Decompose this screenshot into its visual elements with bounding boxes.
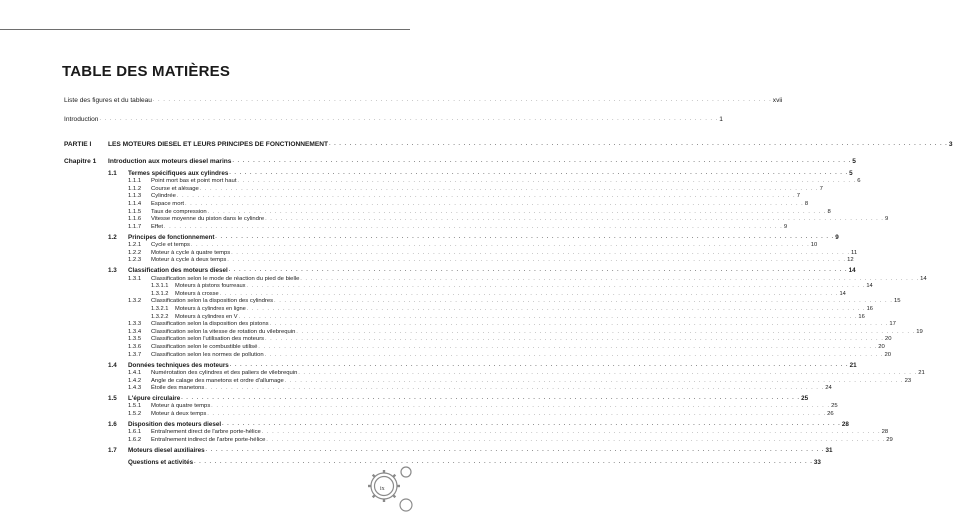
toc-section (128, 458, 821, 467)
entry-label: Moteurs diesel auxiliaires (128, 447, 205, 454)
entry-page: 33 (813, 458, 821, 466)
page-title: TABLE DES MATIÈRES (62, 63, 231, 80)
entry-number: 1.7 (108, 447, 117, 454)
entry-number: 1.3.4 (128, 328, 142, 335)
entry-number: 1.4.3 (128, 385, 142, 392)
dot-leader: . . . . . . . . . . . . . . . . . . . . . . . . . . . . . . . . . . . . . . . . . . . . . . . . . . . . . . . . . . . . . . . . . . . . . . . . . . . . . . . . . . . . . . . . . . . . . . . . . . . . . . . . . . . . . . . . . . . . . . . . (266, 436, 886, 443)
entry-label: Moteur à deux temps (151, 411, 207, 417)
entry-label: Effet (151, 223, 164, 230)
dot-leader: . . . . . . . . . . . . . . . . . . . . . . . . . . . . . . . . . . . . . . . . . . . . . . . . . . . . . . . . . . . . . . . . . . . . . . . . . . . . . . . . . . . . . . . . . . . . . . . . . . . . . . . . . . . . . . . . . . . . . . . . (237, 178, 857, 185)
entry-label: Moteurs à cylindres en V (175, 313, 238, 320)
toc-subsection (151, 384, 832, 393)
dot-leader: . . . . . . . . . . . . . . . . . . . . . . . . . . . . . . . . . . . . . . . . . . . . . . . . . . . . . . . . . . . . . . . . . . . . . . . . . . . . . . . . . . . . . . . . . . . . . . . . . . . . . . . . . . . . . . . . . . . . . . . . (232, 158, 852, 164)
entry-page: 20 (884, 336, 892, 343)
entry-number: 1.3.5 (128, 336, 142, 343)
entry-label: Moteurs à crosse (175, 290, 219, 297)
dot-leader: . . . . . . . . . . . . . . . . . . . . . . . . . . . . . . . . . . . . . . . . . . . . . . . . . . . . . . . . . . . . . . . . . . . . . . . . . . . . . . . . . . . . . . . . . . . . . . . . . . . . . . . . . . . . . . . . . . . . . . . . (258, 344, 878, 350)
entry-page: 16 (858, 313, 865, 320)
entry-page: 31 (825, 447, 833, 454)
dot-leader: . . . . . . . . . . . . . . . . . . . . . . . . . . . . . . . . . . . . . . . . . . . . . . . . . . . . . . . . . . . . . . . . . . . . . . . . . . . . . . . . . . . . . . . . . . . . . . . . . . . . . . . . . . . . . . . . . . . . . . . . (205, 447, 825, 453)
entry-label: Cylindrée (151, 193, 176, 200)
entry-number: 1.3.2 (128, 298, 142, 305)
entry-number: 1.6.1 (128, 429, 142, 436)
entry-label: Course et alésage (151, 185, 199, 192)
entry-label: Classification des moteurs diesel (128, 267, 228, 275)
entry-label: Classification selon la vitesse de rotation du vilebrequin (151, 328, 296, 335)
top-rule (0, 29, 410, 30)
entry-number: 1.1.5 (128, 208, 142, 215)
entry-page: 25 (801, 395, 809, 403)
entry-label: Vitesse moyenne du piston dans le cylindre (151, 216, 265, 223)
entry-label: Cycle et temps (151, 242, 190, 249)
entry-page: 7 (796, 193, 800, 200)
entry-label: Termes spécifiques aux cylindres (128, 170, 229, 177)
toc-chapter (108, 157, 856, 166)
dot-leader: . . . . . . . . . . . . . . . . . . . . . . . . . . . . . . . . . . . . . . . . . . . . . . . . . . . . . . . . . . . . . . . . . . . . . . . . . . . . . . . . . . . . . . . . . . . . . . . . . . . . . . . . . . . . . . . . . . . . . . . . (261, 429, 881, 436)
entry-number: 1.3.2.2 (151, 313, 169, 320)
entry-number: 1.6 (108, 421, 117, 429)
entry-label: Questions et activités (128, 458, 194, 466)
entry-label: Moteur à cycle à deux temps (151, 257, 227, 264)
dot-leader: . . . . . . . . . . . . . . . . . . . . . . . . . . . . . . . . . . . . . . . . . . . . . . . . . . . . . . . . . . . . . . . . . . . . . . . . . . . . . . . . . . . . . . . . . . . . . . . . . . . . . . . . . . . . . . . . . . . . . . . . (194, 458, 813, 465)
dot-leader: . . . . . . . . . . . . . . . . . . . . . . . . . . . . . . . . . . . . . . . . . . . . . . . . . . . . . . . . . . . . . . . . . . . . . . . . . . . . . . . . . . . . . . . . . . . . . . . . . . . . . . . . . . . . . . . . . . . . . . . . (265, 216, 885, 223)
entry-page: 8 (827, 208, 831, 215)
dot-leader: . . . . . . . . . . . . . . . . . . . . . . . . . . . . . . . . . . . . . . . . . . . . . . . . . . . . . . . . . . . . . . . . . . . . . . . . . . . . . . . . . . . . . . . . . . . . . . . . . . . . . . . . . . . . . . . . . . . . . . . . (296, 328, 916, 335)
toc-section (128, 446, 833, 455)
dot-leader: . . . . . . . . . . . . . . . . . . . . . . . . . . . . . . . . . . . . . . . . . . . . . . . . . . . . . . . . . . . . . . . . . . . . . . . . . . . . . . . . . . . . . . . . . . . . . . . . . . . . . . . . . . . . . . . . . . . . . . . . (164, 223, 783, 230)
entry-page: 17 (889, 321, 896, 328)
entry-page: 20 (878, 344, 885, 350)
dot-leader: . . . . . . . . . . . . . . . . . . . . . . . . . . . . . . . . . . . . . . . . . . . . . . . . . . . . . . . . . . . . . . . . . . . . . . . . . . . . . . . . . . . . . . . . . . . . . . . . . . . . . . . . . . . . . . . . . . . . . . . . (229, 170, 849, 176)
entry-label: Classification selon l'utilisation des moteurs (151, 336, 265, 343)
entry-number: 1.1.3 (128, 193, 142, 200)
entry-page: 25 (831, 403, 838, 410)
entry-page: 14 (848, 267, 856, 275)
entry-label: Introduction (64, 116, 99, 123)
dot-leader: . . . . . . . . . . . . . . . . . . . . . . . . . . . . . . . . . . . . . . . . . . . . . . . . . . . . . . . . . . . . . . . . . . . . . . . . . . . . . . . . . . . . . . . . . . . . . . . . . . . . . . . . . . . . . . . . . . . . . . . . (231, 249, 851, 256)
toc-subsection (151, 256, 854, 265)
entry-page: xvii (772, 97, 783, 104)
entry-page: 8 (804, 201, 809, 207)
entry-page: 28 (841, 421, 849, 429)
dot-leader: . . . . . . . . . . . . . . . . . . . . . . . . . . . . . . . . . . . . . . . . . . . . . . . . . . . . . . . . . . . . . . . . . . . . . . . . . . . . . . . . . . . . . . . . . . . . . . . . . . . . . . . . . . . . . . . . . . . . . . . . (222, 421, 841, 428)
entry-number: 1.5.2 (128, 411, 142, 417)
toc-subsection (151, 436, 893, 445)
dot-leader: . . . . . . . . . . . . . . . . . . . . . . . . . . . . . . . . . . . . . . . . . . . . . . . . . . . . . . . . . . . . . . . . . . . . . . . . . . . . . . . . . . . . . . . . . . . . . . . . . . . . . . . . . . . . . . . . . . . . . . . . (199, 185, 819, 192)
entry-label: Moteurs à pistons fourreaux (175, 283, 246, 290)
entry-label: Point mort bas et point mort haut (151, 178, 237, 185)
entry-number: 1.3.1.1 (151, 283, 169, 290)
entry-label: Principes de fonctionnement (128, 233, 215, 241)
entry-label: Moteurs à cylindres en ligne (175, 306, 246, 312)
page-number: ix (380, 486, 385, 492)
entry-page: 14 (839, 290, 846, 297)
entry-page: 6 (857, 178, 861, 185)
entry-label: Introduction aux moteurs diesel marins (108, 158, 232, 165)
dot-leader: . . . . . . . . . . . . . . . . . . . . . . . . . . . . . . . . . . . . . . . . . . . . . . . . . . . . . . . . . . . . . . . . . . . . . . . . . . . . . . . . . . . . . . . . . . . . . . . . . . . . . . . . . . . . . . . . . . . . . . . . (300, 275, 920, 282)
entry-number: 1.4.1 (128, 369, 142, 376)
entry-page: 26 (827, 411, 834, 417)
dot-leader: . . . . . . . . . . . . . . . . . . . . . . . . . . . . . . . . . . . . . . . . . . . . . . . . . . . . . . . . . . . . . . . . . . . . . . . . . . . . . . . . . . . . . . . . . . . . . . . . . . . . . . . . . . . . . . . . . . . . . . . . (269, 321, 889, 328)
dot-leader: . . . . . . . . . . . . . . . . . . . . . . . . . . . . . . . . . . . . . . . . . . . . . . . . . . . . . . . . . . . . . . . . . . . . . . . . . . . . . . . . . . . . . . . . . . . . . . . . . . . . . . . . . . . . . . . . . . . . . . . . (227, 257, 847, 264)
entry-number: 1.3.1.2 (151, 290, 169, 297)
dot-leader: . . . . . . . . . . . . . . . . . . . . . . . . . . . . . . . . . . . . . . . . . . . . . . . . . . . . . . . . . . . . . . . . . . . . . . . . . . . . . . . . . . . . . . . . . . . . . . . . . . . . . . . . . . . . . . . . . . . . . . . . (229, 361, 849, 368)
gear-icon (362, 462, 410, 512)
entry-page: 9 (783, 223, 788, 230)
toc-subsection (151, 223, 788, 232)
entry-number: 1.3.6 (128, 344, 142, 350)
dot-leader: . . . . . . . . . . . . . . . . . . . . . . . . . . . . . . . . . . . . . . . . . . . . . . . . . . . . . . . . . . . . . . . . . . . . . . . . . . . . . . . . . . . . . . . . . . . . . . . . . . . . . . . . . . . . . . . . . . . . . . . . (219, 290, 839, 297)
dot-leader: . . . . . . . . . . . . . . . . . . . . . . . . . . . . . . . . . . . . . . . . . . . . . . . . . . . . . . . . . . . . . . . . . . . . . . . . . . . . . . . . . . . . . . . . . . . . . . . . . . . . . . . . . . . . . . . . . . . . . . . . (99, 116, 719, 122)
entry-page: 1 (719, 116, 723, 123)
entry-label: Moteur à cycle à quatre temps (151, 249, 231, 256)
entry-label: Étoile des manetons (151, 385, 205, 392)
entry-page: 16 (866, 306, 873, 312)
entry-label: Angle de calage des manetons et ordre d'allumage (151, 377, 284, 384)
entry-page: 19 (916, 328, 923, 335)
entry-page: 3 (948, 141, 953, 148)
entry-label: Données techniques des moteurs (128, 361, 229, 369)
dot-leader: . . . . . . . . . . . . . . . . . . . . . . . . . . . . . . . . . . . . . . . . . . . . . . . . . . . . . . . . . . . . . . . . . . . . . . . . . . . . . . . . . . . . . . . . . . . . . . . . . . . . . . . . . . . . . . . . . . . . . . . . (185, 201, 804, 207)
entry-number: 1.2 (108, 233, 117, 241)
entry-page: 29 (886, 436, 893, 443)
dot-leader: . . . . . . . . . . . . . . . . . . . . . . . . . . . . . . . . . . . . . . . . . . . . . . . . . . . . . . . . . . . . . . . . . . . . . . . . . . . . . . . . . . . . . . . . . . . . . . . . . . . . . . . . . . . . . . . . . . . . . . . . (205, 385, 825, 392)
entry-label: Numérotation des cylindres et des paliers de vilebrequin (151, 369, 298, 376)
dot-leader: . . . . . . . . . . . . . . . . . . . . . . . . . . . . . . . . . . . . . . . . . . . . . . . . . . . . . . . . . . . . . . . . . . . . . . . . . . . . . . . . . . . . . . . . . . . . . . . . . . . . . . . . . . . . . . . . . . . . . . . . (207, 411, 827, 417)
dot-leader: . . . . . . . . . . . . . . . . . . . . . . . . . . . . . . . . . . . . . . . . . . . . . . . . . . . . . . . . . . . . . . . . . . . . . . . . . . . . . . . . . . . . . . . . . . . . . . . . . . . . . . . . . . . . . . . . . . . . . . . . (215, 233, 835, 240)
entry-number: Chapitre 1 (64, 158, 97, 165)
entry-number: 1.6.2 (128, 436, 142, 443)
entry-number: 1.3.1 (128, 275, 142, 282)
dot-leader: . . . . . . . . . . . . . . . . . . . . . . . . . . . . . . . . . . . . . . . . . . . . . . . . . . . . . . . . . . . . . . . . . . . . . . . . . . . . . . . . . . . . . . . . . . . . . . . . . . . . . . . . . . . . . . . . . . . . . . . . (238, 313, 858, 320)
entry-label: Entraînement direct de l'arbre porte-hélice (151, 429, 261, 436)
entry-page: 10 (810, 242, 818, 249)
entry-number: 1.1.7 (128, 223, 142, 230)
entry-page: 24 (825, 385, 832, 392)
toc-front-figures (64, 96, 783, 105)
entry-page: 9 (885, 216, 889, 223)
entry-label: Taux de compression (151, 208, 207, 215)
entry-page: 5 (849, 170, 853, 177)
dot-leader: . . . . . . . . . . . . . . . . . . . . . . . . . . . . . . . . . . . . . . . . . . . . . . . . . . . . . . . . . . . . . . . . . . . . . . . . . . . . . . . . . . . . . . . . . . . . . . . . . . . . . . . . . . . . . . . . . . . . . . . . (211, 403, 831, 410)
entry-number: PARTIE I (64, 141, 92, 148)
toc-subsection (151, 351, 892, 360)
dot-leader: . . . . . . . . . . . . . . . . . . . . . . . . . . . . . . . . . . . . . . . . . . . . . . . . . . . . . . . . . . . . . . . . . . . . . . . . . . . . . . . . . . . . . . . . . . . . . . . . . . . . . . . . . . . . . . . . . . . . . . . . (265, 336, 884, 343)
entry-page: 7 (819, 185, 823, 192)
entry-page: 23 (904, 377, 912, 384)
toc-subsection (151, 410, 834, 419)
entry-number: 1.3.3 (128, 321, 142, 328)
entry-label: LES MOTEURS DIESEL ET LEURS PRINCIPES DE FONCTIONNEMENT (108, 141, 329, 148)
entry-page: 21 (849, 361, 857, 369)
entry-label: Disposition des moteurs diesel (128, 421, 222, 429)
entry-page: 9 (835, 233, 839, 241)
dot-leader: . . . . . . . . . . . . . . . . . . . . . . . . . . . . . . . . . . . . . . . . . . . . . . . . . . . . . . . . . . . . . . . . . . . . . . . . . . . . . . . . . . . . . . . . . . . . . . . . . . . . . . . . . . . . . . . . . . . . . . . . (246, 283, 866, 290)
dot-leader: . . . . . . . . . . . . . . . . . . . . . . . . . . . . . . . . . . . . . . . . . . . . . . . . . . . . . . . . . . . . . . . . . . . . . . . . . . . . . . . . . . . . . . . . . . . . . . . . . . . . . . . . . . . . . . . . . . . . . . . . (284, 377, 904, 384)
dot-leader: . . . . . . . . . . . . . . . . . . . . . . . . . . . . . . . . . . . . . . . . . . . . . . . . . . . . . . . . . . . . . . . . . . . . . . . . . . . . . . . . . . . . . . . . . . . . . . . . . . . . . . . . . . . . . . . . . . . . . . . . (181, 395, 801, 402)
entry-number: 1.5.1 (128, 403, 142, 410)
entry-number: 1.2.2 (128, 249, 142, 256)
entry-number: 1.1.4 (128, 201, 142, 207)
entry-number: 1.1 (108, 170, 117, 177)
dot-leader: . . . . . . . . . . . . . . . . . . . . . . . . . . . . . . . . . . . . . . . . . . . . . . . . . . . . . . . . . . . . . . . . . . . . . . . . . . . . . . . . . . . . . . . . . . . . . . . . . . . . . . . . . . . . . . . . . . . . . . . . (264, 351, 884, 358)
entry-number: 1.4 (108, 361, 117, 369)
entry-page: 12 (847, 257, 854, 264)
entry-label: Classification selon le combustible utilisé (151, 344, 258, 350)
entry-page: 11 (851, 249, 858, 256)
entry-label: Classification selon la disposition des cylindres (151, 298, 274, 305)
entry-page: 14 (866, 283, 873, 290)
entry-number: 1.1.2 (128, 185, 142, 192)
dot-leader: . . . . . . . . . . . . . . . . . . . . . . . . . . . . . . . . . . . . . . . . . . . . . . . . . . . . . . . . . . . . . . . . . . . . . . . . . . . . . . . . . . . . . . . . . . . . . . . . . . . . . . . . . . . . . . . . . . . . . . . . (274, 298, 893, 305)
dot-leader: . . . . . . . . . . . . . . . . . . . . . . . . . . . . . . . . . . . . . . . . . . . . . . . . . . . . . . . . . . . . . . . . . . . . . . . . . . . . . . . . . . . . . . . . . . . . . . . . . . . . . . . . . . . . . . . . . . . . . . . . (207, 208, 827, 215)
entry-page: 15 (893, 298, 901, 305)
entry-number: 1.3 (108, 267, 117, 275)
entry-label: Entraînement indirect de l'arbre porte-hélice (151, 436, 266, 443)
entry-label: Classification selon la disposition des pistons (151, 321, 269, 328)
dot-leader: . . . . . . . . . . . . . . . . . . . . . . . . . . . . . . . . . . . . . . . . . . . . . . . . . . . . . . . . . . . . . . . . . . . . . . . . . . . . . . . . . . . . . . . . . . . . . . . . . . . . . . . . . . . . . . . . . . . . . . . . (329, 141, 948, 147)
entry-label: L'épure circulaire (128, 395, 181, 403)
entry-label: Espace mort (151, 201, 185, 207)
entry-number: 1.2.3 (128, 257, 142, 264)
dot-leader: . . . . . . . . . . . . . . . . . . . . . . . . . . . . . . . . . . . . . . . . . . . . . . . . . . . . . . . . . . . . . . . . . . . . . . . . . . . . . . . . . . . . . . . . . . . . . . . . . . . . . . . . . . . . . . . . . . . . . . . . (246, 306, 866, 312)
dot-leader: . . . . . . . . . . . . . . . . . . . . . . . . . . . . . . . . . . . . . . . . . . . . . . . . . . . . . . . . . . . . . . . . . . . . . . . . . . . . . . . . . . . . . . . . . . . . . . . . . . . . . . . . . . . . . . . . . . . . . . . . (152, 97, 772, 103)
toc-part (108, 140, 953, 149)
dot-leader: . . . . . . . . . . . . . . . . . . . . . . . . . . . . . . . . . . . . . . . . . . . . . . . . . . . . . . . . . . . . . . . . . . . . . . . . . . . . . . . . . . . . . . . . . . . . . . . . . . . . . . . . . . . . . . . . . . . . . . . . (298, 369, 918, 376)
entry-page: 20 (884, 351, 892, 358)
entry-page: 21 (918, 369, 925, 376)
toc-front-intro (64, 115, 723, 124)
dot-leader: . . . . . . . . . . . . . . . . . . . . . . . . . . . . . . . . . . . . . . . . . . . . . . . . . . . . . . . . . . . . . . . . . . . . . . . . . . . . . . . . . . . . . . . . . . . . . . . . . . . . . . . . . . . . . . . . . . . . . . . . (190, 242, 810, 249)
entry-label: Moteur à quatre temps (151, 403, 211, 410)
entry-number: 1.3.7 (128, 351, 142, 358)
entry-number: 1.1.1 (128, 178, 142, 185)
entry-page: 14 (920, 275, 927, 282)
entry-number: 1.5 (108, 395, 117, 403)
entry-label: Classification selon les normes de pollution (151, 351, 264, 358)
entry-label: Liste des figures et du tableau (64, 97, 152, 104)
entry-number: 1.3.2.1 (151, 306, 169, 312)
dot-leader: . . . . . . . . . . . . . . . . . . . . . . . . . . . . . . . . . . . . . . . . . . . . . . . . . . . . . . . . . . . . . . . . . . . . . . . . . . . . . . . . . . . . . . . . . . . . . . . . . . . . . . . . . . . . . . . . . . . . . . . . (228, 267, 848, 274)
entry-number: 1.1.6 (128, 216, 142, 223)
entry-page: 28 (881, 429, 889, 436)
entry-page: 5 (852, 158, 856, 165)
entry-number: 1.4.2 (128, 377, 142, 384)
entry-label: Classification selon le mode de réaction du pied de bielle (151, 275, 300, 282)
entry-number: 1.2.1 (128, 242, 142, 249)
dot-leader: . . . . . . . . . . . . . . . . . . . . . . . . . . . . . . . . . . . . . . . . . . . . . . . . . . . . . . . . . . . . . . . . . . . . . . . . . . . . . . . . . . . . . . . . . . . . . . . . . . . . . . . . . . . . . . . . . . . . . . . . (176, 193, 796, 200)
